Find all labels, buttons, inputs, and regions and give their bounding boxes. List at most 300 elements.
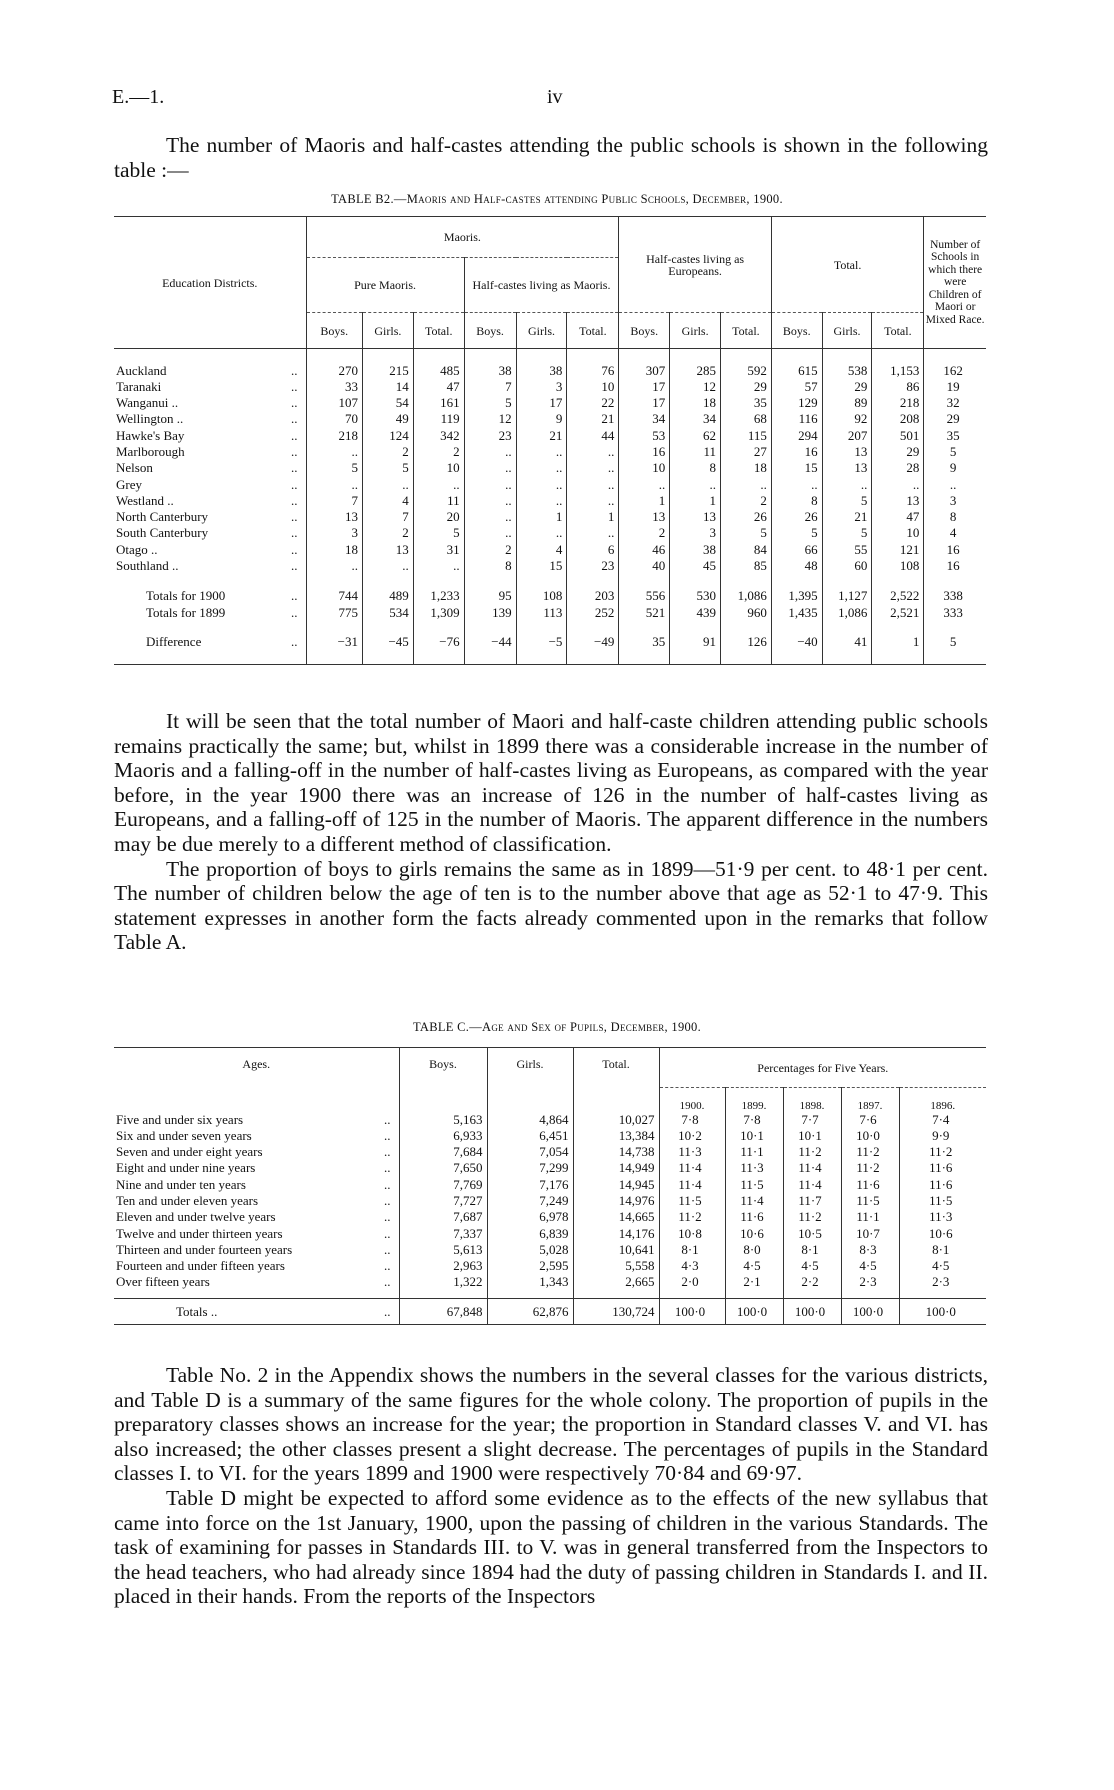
leader-dots: .. <box>384 1258 391 1274</box>
table-cell: .. <box>567 525 619 541</box>
table-row <box>114 477 986 493</box>
spacer-cell <box>822 574 872 588</box>
table-cell: 1 <box>670 493 721 509</box>
table-cell: 2 <box>362 444 413 460</box>
col-boys: Boys. <box>771 313 822 349</box>
table-cell: 13 <box>306 509 362 525</box>
table-cell: −44 <box>464 631 516 653</box>
table-cell: 11·3 <box>899 1209 986 1225</box>
table-row <box>114 1160 986 1176</box>
table-cell: .. <box>516 477 567 493</box>
table-cell: 6,451 <box>487 1128 573 1144</box>
leader-dots: .. <box>384 1241 391 1257</box>
table-row <box>114 411 986 427</box>
table-cell: 11·6 <box>899 1177 986 1193</box>
year-header: 1900. <box>659 1088 725 1112</box>
year-header: 1896. <box>899 1088 986 1112</box>
table-row <box>114 558 986 574</box>
table-cell: .. <box>306 558 362 574</box>
spacer-cell <box>362 621 413 631</box>
table-b2 <box>114 216 986 665</box>
spacer-cell <box>771 349 822 363</box>
row-label: Thirteen and under fourteen years <box>116 1241 293 1257</box>
spacer-cell <box>771 621 822 631</box>
table-cell: 4·5 <box>899 1258 986 1274</box>
col-girls: Girls. <box>670 313 721 349</box>
table-row <box>114 1177 986 1193</box>
year-header: 1897. <box>841 1088 899 1112</box>
difference-row <box>114 631 986 653</box>
table-cell: 124 <box>362 428 413 444</box>
table-cell: 615 <box>771 363 822 379</box>
table-cell: 14,738 <box>573 1144 659 1160</box>
table-cell: 7,054 <box>487 1144 573 1160</box>
spacer-cell <box>619 621 670 631</box>
table-cell: 7·6 <box>841 1112 899 1128</box>
table-cell: 2·3 <box>899 1274 986 1290</box>
spacer-cell <box>464 349 516 363</box>
table-cell: 23 <box>464 428 516 444</box>
table-cell: 35 <box>924 428 986 444</box>
table-row <box>114 1144 986 1160</box>
year-header: 1898. <box>783 1088 841 1112</box>
table-cell: 10 <box>619 460 670 476</box>
table-cell: 489 <box>362 588 413 604</box>
spacer-cell <box>114 574 272 588</box>
table-cell: 11·6 <box>841 1177 899 1193</box>
year-header: 1899. <box>725 1088 783 1112</box>
table-cell: 10 <box>567 379 619 395</box>
row-label: Twelve and under thirteen years <box>116 1225 283 1241</box>
leader-dots: .. <box>291 362 298 378</box>
table-cell: 62 <box>670 428 721 444</box>
table-cell: 5 <box>822 525 872 541</box>
table-cell: 5,163 <box>399 1112 487 1128</box>
table-cell: 17 <box>619 379 670 395</box>
table-cell: 11·5 <box>841 1193 899 1209</box>
spacer-cell <box>872 349 924 363</box>
table-cell: .. <box>306 477 362 493</box>
table-cell: 18 <box>721 460 772 476</box>
table-cell: .. <box>516 493 567 509</box>
spacer-cell <box>670 653 721 665</box>
table-cell: 119 <box>413 411 464 427</box>
leader-dots: .. <box>384 1274 391 1290</box>
table-cell: 5 <box>362 460 413 476</box>
table-cell: 5 <box>464 395 516 411</box>
table-cell: 530 <box>670 588 721 604</box>
table-cell: 1,153 <box>872 363 924 379</box>
table-cell: 8·1 <box>659 1242 725 1258</box>
spacer-cell <box>822 621 872 631</box>
table-cell: 534 <box>362 605 413 621</box>
row-label: South Canterbury <box>116 525 209 541</box>
table-cell: 5 <box>924 631 986 653</box>
col-girls: Girls. <box>822 313 872 349</box>
table-cell: 7·7 <box>783 1112 841 1128</box>
table-cell: 4 <box>516 542 567 558</box>
row-label: Totals for 1900 <box>146 588 226 604</box>
row-label: Ten and under eleven years <box>116 1192 259 1208</box>
table-cell: 14 <box>362 379 413 395</box>
row-label: Otago .. <box>116 541 158 557</box>
leader-dots: .. <box>384 1127 391 1143</box>
spacer-cell <box>872 653 924 665</box>
table-cell: 10·6 <box>899 1226 986 1242</box>
table-cell: 2,665 <box>573 1274 659 1290</box>
row-label: Grey <box>116 476 142 492</box>
row-label: Wanganui .. <box>116 395 179 411</box>
table-cell: 4·5 <box>783 1258 841 1274</box>
total-header: Total. <box>573 1048 659 1112</box>
spacer-cell <box>272 574 306 588</box>
table-cell: 4 <box>924 525 986 541</box>
table-cell: 7,249 <box>487 1193 573 1209</box>
table-cell: 5 <box>822 493 872 509</box>
row-label: Totals .. <box>114 1299 369 1325</box>
page-number: iv <box>547 86 563 108</box>
table-cell: .. <box>721 477 772 493</box>
row-label: Nelson <box>116 460 153 476</box>
spacer-cell <box>413 653 464 665</box>
table-cell: 57 <box>771 379 822 395</box>
table-cell: 12 <box>670 379 721 395</box>
spacer-cell <box>362 349 413 363</box>
table-cell: 86 <box>872 379 924 395</box>
table-c <box>114 1047 986 1325</box>
table-cell: 17 <box>516 395 567 411</box>
table-cell: 18 <box>306 542 362 558</box>
table-cell: 1,395 <box>771 588 822 604</box>
table-cell: 8·1 <box>899 1242 986 1258</box>
total-header: Total. <box>771 217 923 313</box>
table-cell: 16 <box>924 542 986 558</box>
table-cell: 13 <box>872 493 924 509</box>
table-cell: 744 <box>306 588 362 604</box>
spacer-cell <box>924 653 986 665</box>
table-cell: 15 <box>516 558 567 574</box>
table-cell: .. <box>516 444 567 460</box>
spacer-cell <box>567 349 619 363</box>
table-cell: 29 <box>872 444 924 460</box>
table-cell: 13 <box>362 542 413 558</box>
table-cell: 5 <box>413 525 464 541</box>
girls-header: Girls. <box>487 1048 573 1112</box>
table-cell: 14,176 <box>573 1226 659 1242</box>
table-cell: 7·8 <box>659 1112 725 1128</box>
spacer-cell <box>516 621 567 631</box>
table-cell: 11·6 <box>725 1209 783 1225</box>
table-cell: 2 <box>619 525 670 541</box>
table-cell: .. <box>670 477 721 493</box>
table-cell: 11·2 <box>783 1144 841 1160</box>
table-cell: 38 <box>516 363 567 379</box>
spacer-cell <box>619 574 670 588</box>
spacer-cell <box>567 621 619 631</box>
table-cell: 11·2 <box>659 1209 725 1225</box>
table-cell: 115 <box>721 428 772 444</box>
table-cell: 3 <box>306 525 362 541</box>
table-cell: 11·2 <box>899 1144 986 1160</box>
spacer-cell <box>924 621 986 631</box>
table-cell: .. <box>464 460 516 476</box>
table-cell: 100·0 <box>659 1299 725 1325</box>
table-cell: 4·5 <box>841 1258 899 1274</box>
table-cell: 556 <box>619 588 670 604</box>
table-cell: 11 <box>670 444 721 460</box>
table-cell: 9·9 <box>899 1128 986 1144</box>
table-cell: 7·8 <box>725 1112 783 1128</box>
table-cell: 4·5 <box>725 1258 783 1274</box>
table-cell: 2,595 <box>487 1258 573 1274</box>
table-cell: 1,322 <box>399 1274 487 1290</box>
spacer-cell <box>872 621 924 631</box>
table-cell: −5 <box>516 631 567 653</box>
spacer-cell <box>272 653 306 665</box>
spacer-cell <box>771 574 822 588</box>
table-cell: .. <box>362 477 413 493</box>
table-cell: 35 <box>721 395 772 411</box>
table-cell: 44 <box>567 428 619 444</box>
table-cell: 66 <box>771 542 822 558</box>
table-cell: 21 <box>822 509 872 525</box>
table-cell: 21 <box>567 411 619 427</box>
table-cell: 5 <box>924 444 986 460</box>
leader-dots: .. <box>291 460 298 476</box>
row-label: North Canterbury <box>116 509 209 525</box>
table-cell: 19 <box>924 379 986 395</box>
table-cell: 485 <box>413 363 464 379</box>
table-cell: 10·7 <box>841 1226 899 1242</box>
leader-dots: .. <box>291 443 298 459</box>
table-row <box>114 444 986 460</box>
table-cell: 10·1 <box>783 1128 841 1144</box>
spacer-cell <box>114 621 272 631</box>
table-cell: 14,949 <box>573 1160 659 1176</box>
table-cell: 26 <box>771 509 822 525</box>
table-cell: .. <box>567 460 619 476</box>
table-cell: 107 <box>306 395 362 411</box>
spacer-row <box>114 349 986 363</box>
table-cell: .. <box>464 477 516 493</box>
table-cell: 55 <box>822 542 872 558</box>
table-cell: 1,086 <box>721 588 772 604</box>
leader-dots: .. <box>291 588 298 604</box>
table-cell: 8 <box>670 460 721 476</box>
table-cell: −31 <box>306 631 362 653</box>
table-cell: 307 <box>619 363 670 379</box>
table-cell: 501 <box>872 428 924 444</box>
spacer-cell <box>670 574 721 588</box>
schools-header: Number of Schools in which there were Children of Maori or Mixed Race. <box>924 217 986 349</box>
row-label: Eight and under nine years <box>116 1160 256 1176</box>
table-cell: 4·3 <box>659 1258 725 1274</box>
hc-maoris-header: Half-castes living as Maoris. <box>464 258 619 313</box>
spacer-cell <box>721 574 772 588</box>
table-cell: 60 <box>822 558 872 574</box>
spacer-cell <box>822 653 872 665</box>
col-boys: Boys. <box>619 313 670 349</box>
table-row <box>114 1209 986 1225</box>
table-cell: 1,086 <box>822 605 872 621</box>
spacer-cell <box>272 621 306 631</box>
spacer-cell <box>464 574 516 588</box>
table-cell: 76 <box>567 363 619 379</box>
table-cell: .. <box>306 444 362 460</box>
spacer-cell <box>114 1291 369 1299</box>
document-reference: E.—1. <box>112 86 165 108</box>
table-cell: 85 <box>721 558 772 574</box>
table-row <box>114 1193 986 1209</box>
table-cell: 252 <box>567 605 619 621</box>
spacer-cell <box>721 621 772 631</box>
table-cell: .. <box>516 460 567 476</box>
leader-dots: .. <box>384 1225 391 1241</box>
spacer-cell <box>413 621 464 631</box>
table-cell: 26 <box>721 509 772 525</box>
spacer-cell <box>487 1291 573 1299</box>
spacer-cell <box>659 1291 725 1299</box>
leader-dots: .. <box>291 395 298 411</box>
row-label: Auckland <box>116 362 167 378</box>
table-cell: 95 <box>464 588 516 604</box>
district-header: Education Districts. <box>162 275 258 290</box>
col-girls: Girls. <box>516 313 567 349</box>
table-row <box>114 1128 986 1144</box>
table-row <box>114 363 986 379</box>
table-cell: 1,233 <box>413 588 464 604</box>
table-cell: 20 <box>413 509 464 525</box>
col-boys: Boys. <box>464 313 516 349</box>
table-cell: 592 <box>721 363 772 379</box>
table-row <box>114 1112 986 1128</box>
maoris-header: Maoris. <box>306 217 619 258</box>
table-cell: 100·0 <box>841 1299 899 1325</box>
row-label: Totals for 1899 <box>146 604 226 620</box>
col-total: Total. <box>872 313 924 349</box>
table-cell: 38 <box>464 363 516 379</box>
table-cell: 16 <box>924 558 986 574</box>
table-row <box>114 395 986 411</box>
row-label: Southland .. <box>116 558 179 574</box>
table-cell: 161 <box>413 395 464 411</box>
table-cell: 33 <box>306 379 362 395</box>
leader-dots: .. <box>291 525 298 541</box>
table-cell: −45 <box>362 631 413 653</box>
spacer-cell <box>306 349 362 363</box>
table-cell: 7 <box>362 509 413 525</box>
table-cell: .. <box>822 477 872 493</box>
table-cell: 17 <box>619 395 670 411</box>
spacer-cell <box>369 1291 399 1299</box>
table-cell: .. <box>362 558 413 574</box>
table-cell: 45 <box>670 558 721 574</box>
table-cell: 7,769 <box>399 1177 487 1193</box>
leader-dots: .. <box>384 1144 391 1160</box>
row-label: Westland .. <box>116 492 174 508</box>
col-girls: Girls. <box>362 313 413 349</box>
table-cell: 23 <box>567 558 619 574</box>
leader-dots: .. <box>291 604 298 620</box>
leader-dots: .. <box>384 1111 391 1127</box>
table-cell: 22 <box>567 395 619 411</box>
leader-dots: .. <box>291 427 298 443</box>
table-cell: 6,978 <box>487 1209 573 1225</box>
table-row <box>114 1274 986 1290</box>
leader-dots: .. <box>384 1176 391 1192</box>
row-label: Seven and under eight years <box>116 1144 263 1160</box>
leader-dots: .. <box>291 541 298 557</box>
table-cell: 5,613 <box>399 1242 487 1258</box>
table-cell: 8·0 <box>725 1242 783 1258</box>
ages-header: Ages. <box>242 1057 271 1071</box>
table-cell: 11·7 <box>783 1193 841 1209</box>
table-c-caption: TABLE C.—Age and Sex of Pupils, December, 1900. <box>412 1020 702 1034</box>
leader-dots: .. <box>384 1160 391 1176</box>
totals-row <box>114 1299 986 1325</box>
row-label: Over fifteen years <box>116 1274 210 1290</box>
table-b2-body <box>114 349 986 665</box>
leader-dots: .. <box>291 492 298 508</box>
col-total: Total. <box>567 313 619 349</box>
table-cell: 11·5 <box>725 1177 783 1193</box>
table-cell: 2·0 <box>659 1274 725 1290</box>
row-label: Taranaki <box>116 378 162 394</box>
table-cell: 13,384 <box>573 1128 659 1144</box>
table-cell: .. <box>567 493 619 509</box>
table-cell: 10,027 <box>573 1112 659 1128</box>
table-cell: 84 <box>721 542 772 558</box>
table-cell: 91 <box>670 631 721 653</box>
leader-dots: .. <box>291 633 298 649</box>
table-cell: 11·5 <box>659 1193 725 1209</box>
table-cell: 11·2 <box>841 1144 899 1160</box>
table-cell: 10·8 <box>659 1226 725 1242</box>
row-label: Fourteen and under fifteen years <box>116 1258 285 1274</box>
table-cell: 1,343 <box>487 1274 573 1290</box>
table-cell: 270 <box>306 363 362 379</box>
table-cell: 68 <box>721 411 772 427</box>
table-cell: 6,933 <box>399 1128 487 1144</box>
table-cell: 31 <box>413 542 464 558</box>
table-cell: 47 <box>872 509 924 525</box>
table-cell: 54 <box>362 395 413 411</box>
row-label: Hawke's Bay <box>116 427 185 443</box>
table-row <box>114 1226 986 1242</box>
table-cell: 113 <box>516 605 567 621</box>
table-cell: 538 <box>822 363 872 379</box>
table-cell: .. <box>464 525 516 541</box>
table-cell: 40 <box>619 558 670 574</box>
spacer-cell <box>822 349 872 363</box>
table-cell: 215 <box>362 363 413 379</box>
table-cell: 11·4 <box>659 1177 725 1193</box>
spacer-cell <box>272 349 306 363</box>
table-cell: 9 <box>516 411 567 427</box>
table-cell: .. <box>413 477 464 493</box>
table-cell: 2,522 <box>872 588 924 604</box>
table-cell: 1 <box>619 493 670 509</box>
table-cell: 8 <box>464 558 516 574</box>
table-cell: 13 <box>822 444 872 460</box>
table-cell: .. <box>567 444 619 460</box>
row-label: Eleven and under twelve years <box>116 1209 276 1225</box>
row-label: Six and under seven years <box>116 1127 252 1143</box>
table-cell: −40 <box>771 631 822 653</box>
table-cell: 10·0 <box>841 1128 899 1144</box>
table-cell: 1,127 <box>822 588 872 604</box>
table-cell: 218 <box>872 395 924 411</box>
